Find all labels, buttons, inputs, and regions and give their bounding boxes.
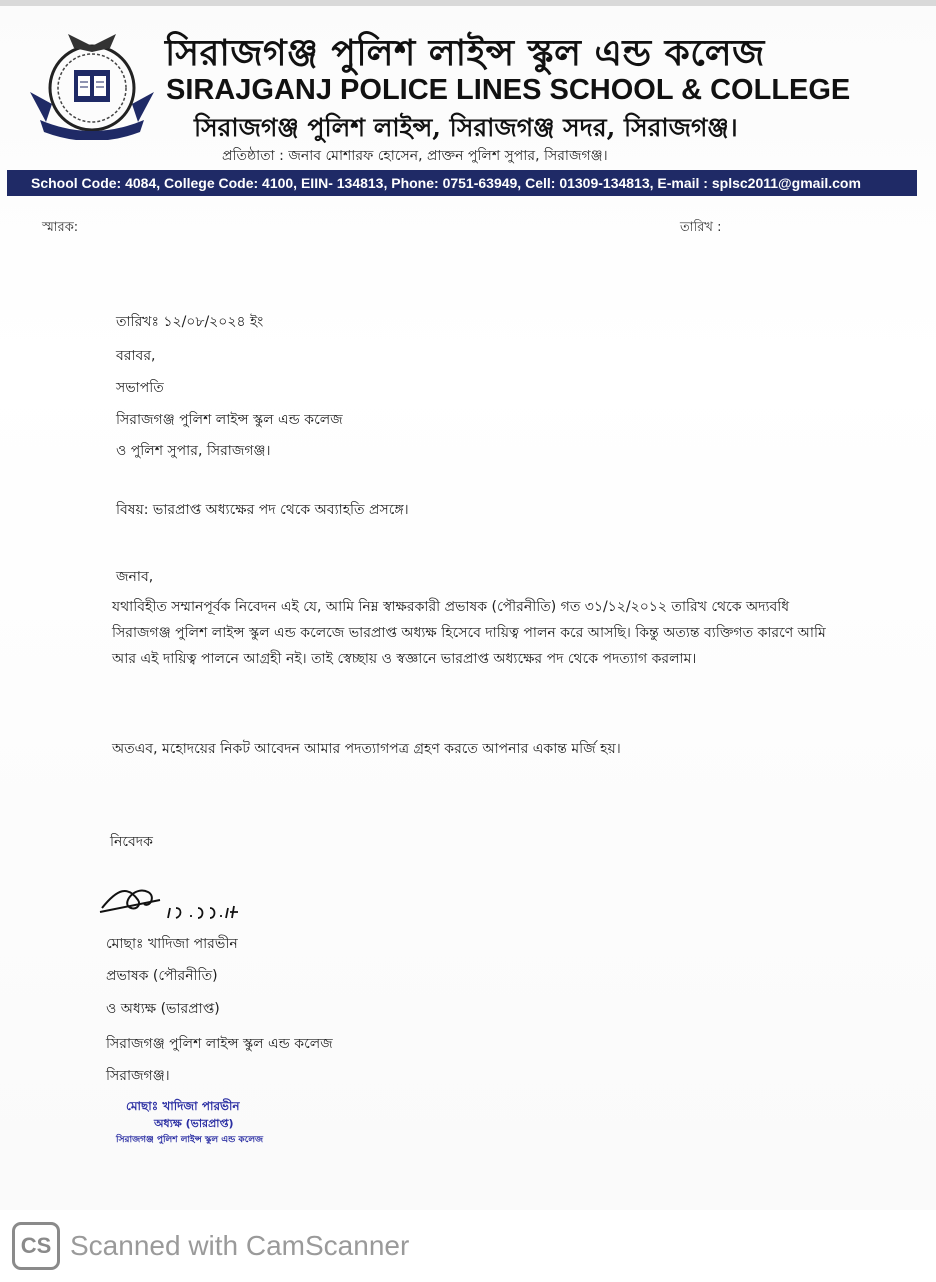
body-paragraph: যথাবিহীত সম্মানপূর্বক নিবেদন এই যে, আমি নিম্ন স্বাক্ষরকারী প্রভাষক (পৌরনীতি) গত ৩১/১২/২০১২ তারিখ থেকে অদ্যবধি সিরাজগঞ্জ পুলিশ লাইন্স স্কুল এন্ড কলেজে ভারপ্রাপ্ত অধ্যক্ষ হিসেবে দায়িত্ব পালন করে আসছি। কিন্তু অত্যন্ত ব্যক্তিগত কারণে আমি আর এই দায়িত্ব পালনে আগ্রহী নই। তাই স্বেচ্ছায় ও স্বজ্ঞানে ভারপ্রাপ্ত অধ্যক্ষের পদ থেকে পদত্যাগ করলাম। (112, 599, 826, 667)
recipient-office: ও পুলিশ সুপার, সিরাজগঞ্জ। (116, 443, 271, 459)
memo-label: স্মারক: (42, 220, 79, 235)
page-edge (0, 0, 936, 6)
stamp-org: সিরাজগঞ্জ পুলিশ লাইন্স স্কুল এন্ড কলেজ (116, 1135, 264, 1145)
handwritten-signature (98, 878, 258, 928)
sender-city: সিরাজগঞ্জ। (106, 1068, 170, 1084)
school-title-english: SIRAJGANJ POLICE LINES SCHOOL & COLLEGE (166, 74, 851, 106)
to-line: বরাবর, (116, 348, 156, 364)
founder-line: প্রতিষ্ঠাতা : জনাব মোশারফ হোসেন, প্রাক্তন পুলিশ সুপার, সিরাজগঞ্জ। (222, 148, 608, 164)
school-emblem-icon (26, 30, 158, 140)
official-seal-stamp (112, 1098, 312, 1149)
scanner-footer (0, 1210, 936, 1282)
recipient-title: সভাপতি (116, 380, 164, 396)
date-label: তারিখ : (680, 220, 722, 235)
school-address: সিরাজগঞ্জ পুলিশ লাইন্স, সিরাজগঞ্জ সদর, সিরাজগঞ্জ। (194, 113, 738, 142)
sender-post: প্রভাষক (পৌরনীতি) (106, 968, 218, 984)
recipient-org: সিরাজগঞ্জ পুলিশ লাইন্স স্কুল এন্ড কলেজ (116, 412, 343, 428)
request-paragraph: অতএব, মহোদয়ের নিকট আবেদন আমার পদত্যাগপত্র গ্রহণ করতে আপনার একান্ত মর্জি হয়। (112, 741, 621, 757)
salutation: জনাব, (116, 569, 154, 585)
sender-role: ও অধ্যক্ষ (ভারপ্রাপ্ত) (106, 1001, 220, 1017)
school-title-bangla: সিরাজগঞ্জ পুলিশ লাইন্স স্কুল এন্ড কলেজ (165, 32, 765, 74)
letter-date: তারিখঃ ১২/০৮/২০২৪ ইং (116, 314, 264, 330)
stamp-role: অধ্যক্ষ (ভারপ্রাপ্ত) (154, 1117, 234, 1130)
sender-org: সিরাজগঞ্জ পুলিশ লাইন্স স্কুল এন্ড কলেজ (106, 1036, 333, 1052)
camscanner-logo-icon: CS (12, 1222, 60, 1270)
stamp-name: মোছাঃ খাদিজা পারভীন (126, 1099, 240, 1113)
subject-line: বিষয়: ভারপ্রাপ্ত অধ্যক্ষের পদ থেকে অব্যাহতি প্রসঙ্গে। (116, 502, 409, 518)
contact-codes-bar: School Code: 4084, College Code: 4100, EIIN- 134813, Phone: 0751-63949, Cell: 01309-134813, E-mail : splsc2011@gmail.com (7, 170, 917, 196)
closing-line: নিবেদক (110, 834, 153, 850)
camscanner-text: Scanned with CamScanner (70, 1230, 410, 1261)
sender-name: মোছাঃ খাদিজা পারভীন (106, 936, 238, 952)
